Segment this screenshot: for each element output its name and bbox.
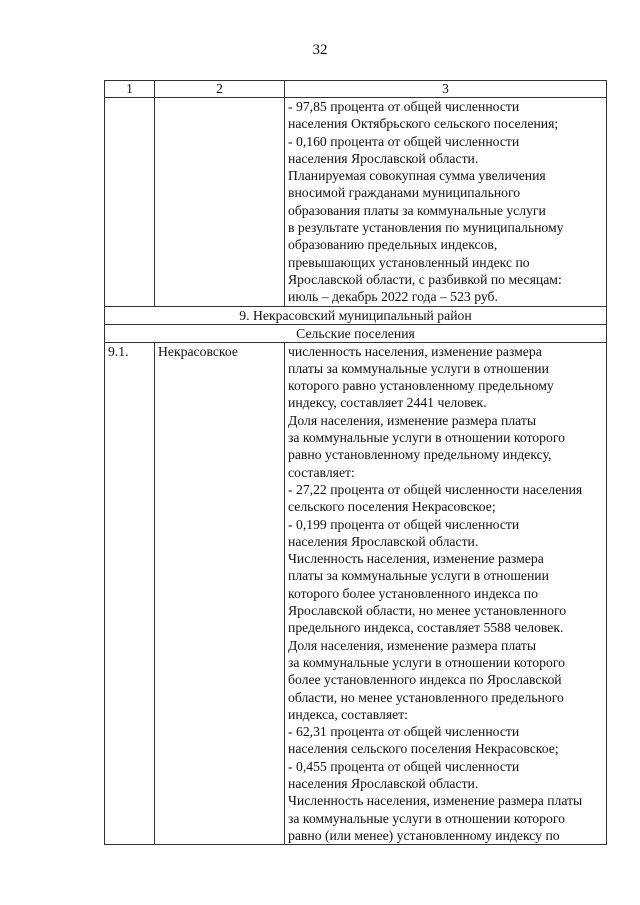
text-line: - 97,85 процента от общей численности [288,99,520,114]
row-number: 9.1. [105,342,155,845]
row-text [285,342,607,845]
text-line: населения Октябрьского сельского поселения; [288,116,559,132]
text-line: в результате установления по муниципальному [288,220,564,236]
text-line: равно (или менее) установленному индексу по [288,827,560,843]
continuation-col-2 [155,98,285,307]
text-line: населения Ярославской области. [288,150,479,166]
section-title: 9. Некрасовский муниципальный район [105,306,607,324]
text-line: которого равно установленному предельному [288,378,554,394]
header-col-3: 3 [285,81,607,98]
table-row [105,342,607,845]
text-line: предельного индекса, составляет 5588 человек. [288,620,564,636]
text-line: - 0,455 процента от общей численности [288,758,520,774]
text-line: вносимой гражданами муниципального [288,185,521,201]
table-row-continuation [105,98,607,307]
text-line: Планируемая совокупная сумма увеличения [288,168,546,184]
text-line: более установленного индекса по Ярославской [288,672,562,688]
text-line: превышающих установленный индекс по [288,254,530,270]
text-line: за коммунальные услуги в отношении которого [288,654,565,670]
document-table [104,80,607,845]
header-col-2: 2 [155,81,285,98]
text-line: платы за коммунальные услуги в отношении [288,360,549,376]
text-line: июль – декабрь 2022 года – 523 руб. [288,289,498,305]
text-line: населения Ярославской области. [288,533,479,549]
text-line: составляет: [288,464,355,480]
row-name: Некрасовское [155,342,285,845]
text-line: Ярославской области, с разбивкой по месяцам: [288,271,562,287]
text-line: населения Ярославской области. [288,775,479,791]
page-number: 32 [312,42,328,58]
text-line: которого более установленного индекса по [288,585,538,601]
text-line: за коммунальные услуги в отношении которого [288,810,565,826]
subsection-row [105,324,607,342]
text-line: за коммунальные услуги в отношении которого [288,430,565,446]
text-line: Численность населения, изменение размера платы [288,793,583,809]
text-line: индексу, составляет 2441 человек. [288,395,487,411]
text-line: образованию предельных индексов, [288,237,498,253]
text-line: населения сельского поселения Некрасовское; [288,741,559,757]
text-line: индекса, составляет: [288,706,408,722]
text-line: платы за коммунальные услуги в отношении [288,568,549,584]
text-line: - 0,199 процента от общей численности [288,516,520,532]
section-row [105,306,607,324]
text-line: сельского поселения Некрасовское; [288,499,496,515]
text-line: равно установленному предельному индексу, [288,447,552,463]
text-line: - 27,22 процента от общей численности населения [288,481,583,497]
text-line: численность населения, изменение размера [288,343,542,359]
text-line: области, но менее установленного предельного [288,689,564,705]
text-line: - 62,31 процента от общей численности [288,724,520,740]
text-line: - 0,160 процента от общей численности [288,133,520,149]
text-line: Ярославской области, но менее установленного [288,603,567,619]
text-line: Доля населения, изменение размера платы [288,412,537,428]
text-line: образования платы за коммунальные услуги [288,202,546,218]
table-header-row [105,81,607,98]
subsection-title: Сельские поселения [105,324,607,342]
continuation-col-1 [105,98,155,307]
continuation-text [285,98,607,307]
text-line: Численность населения, изменение размера [288,551,544,567]
header-col-1: 1 [105,81,155,98]
text-line: Доля населения, изменение размера платы [288,637,537,653]
